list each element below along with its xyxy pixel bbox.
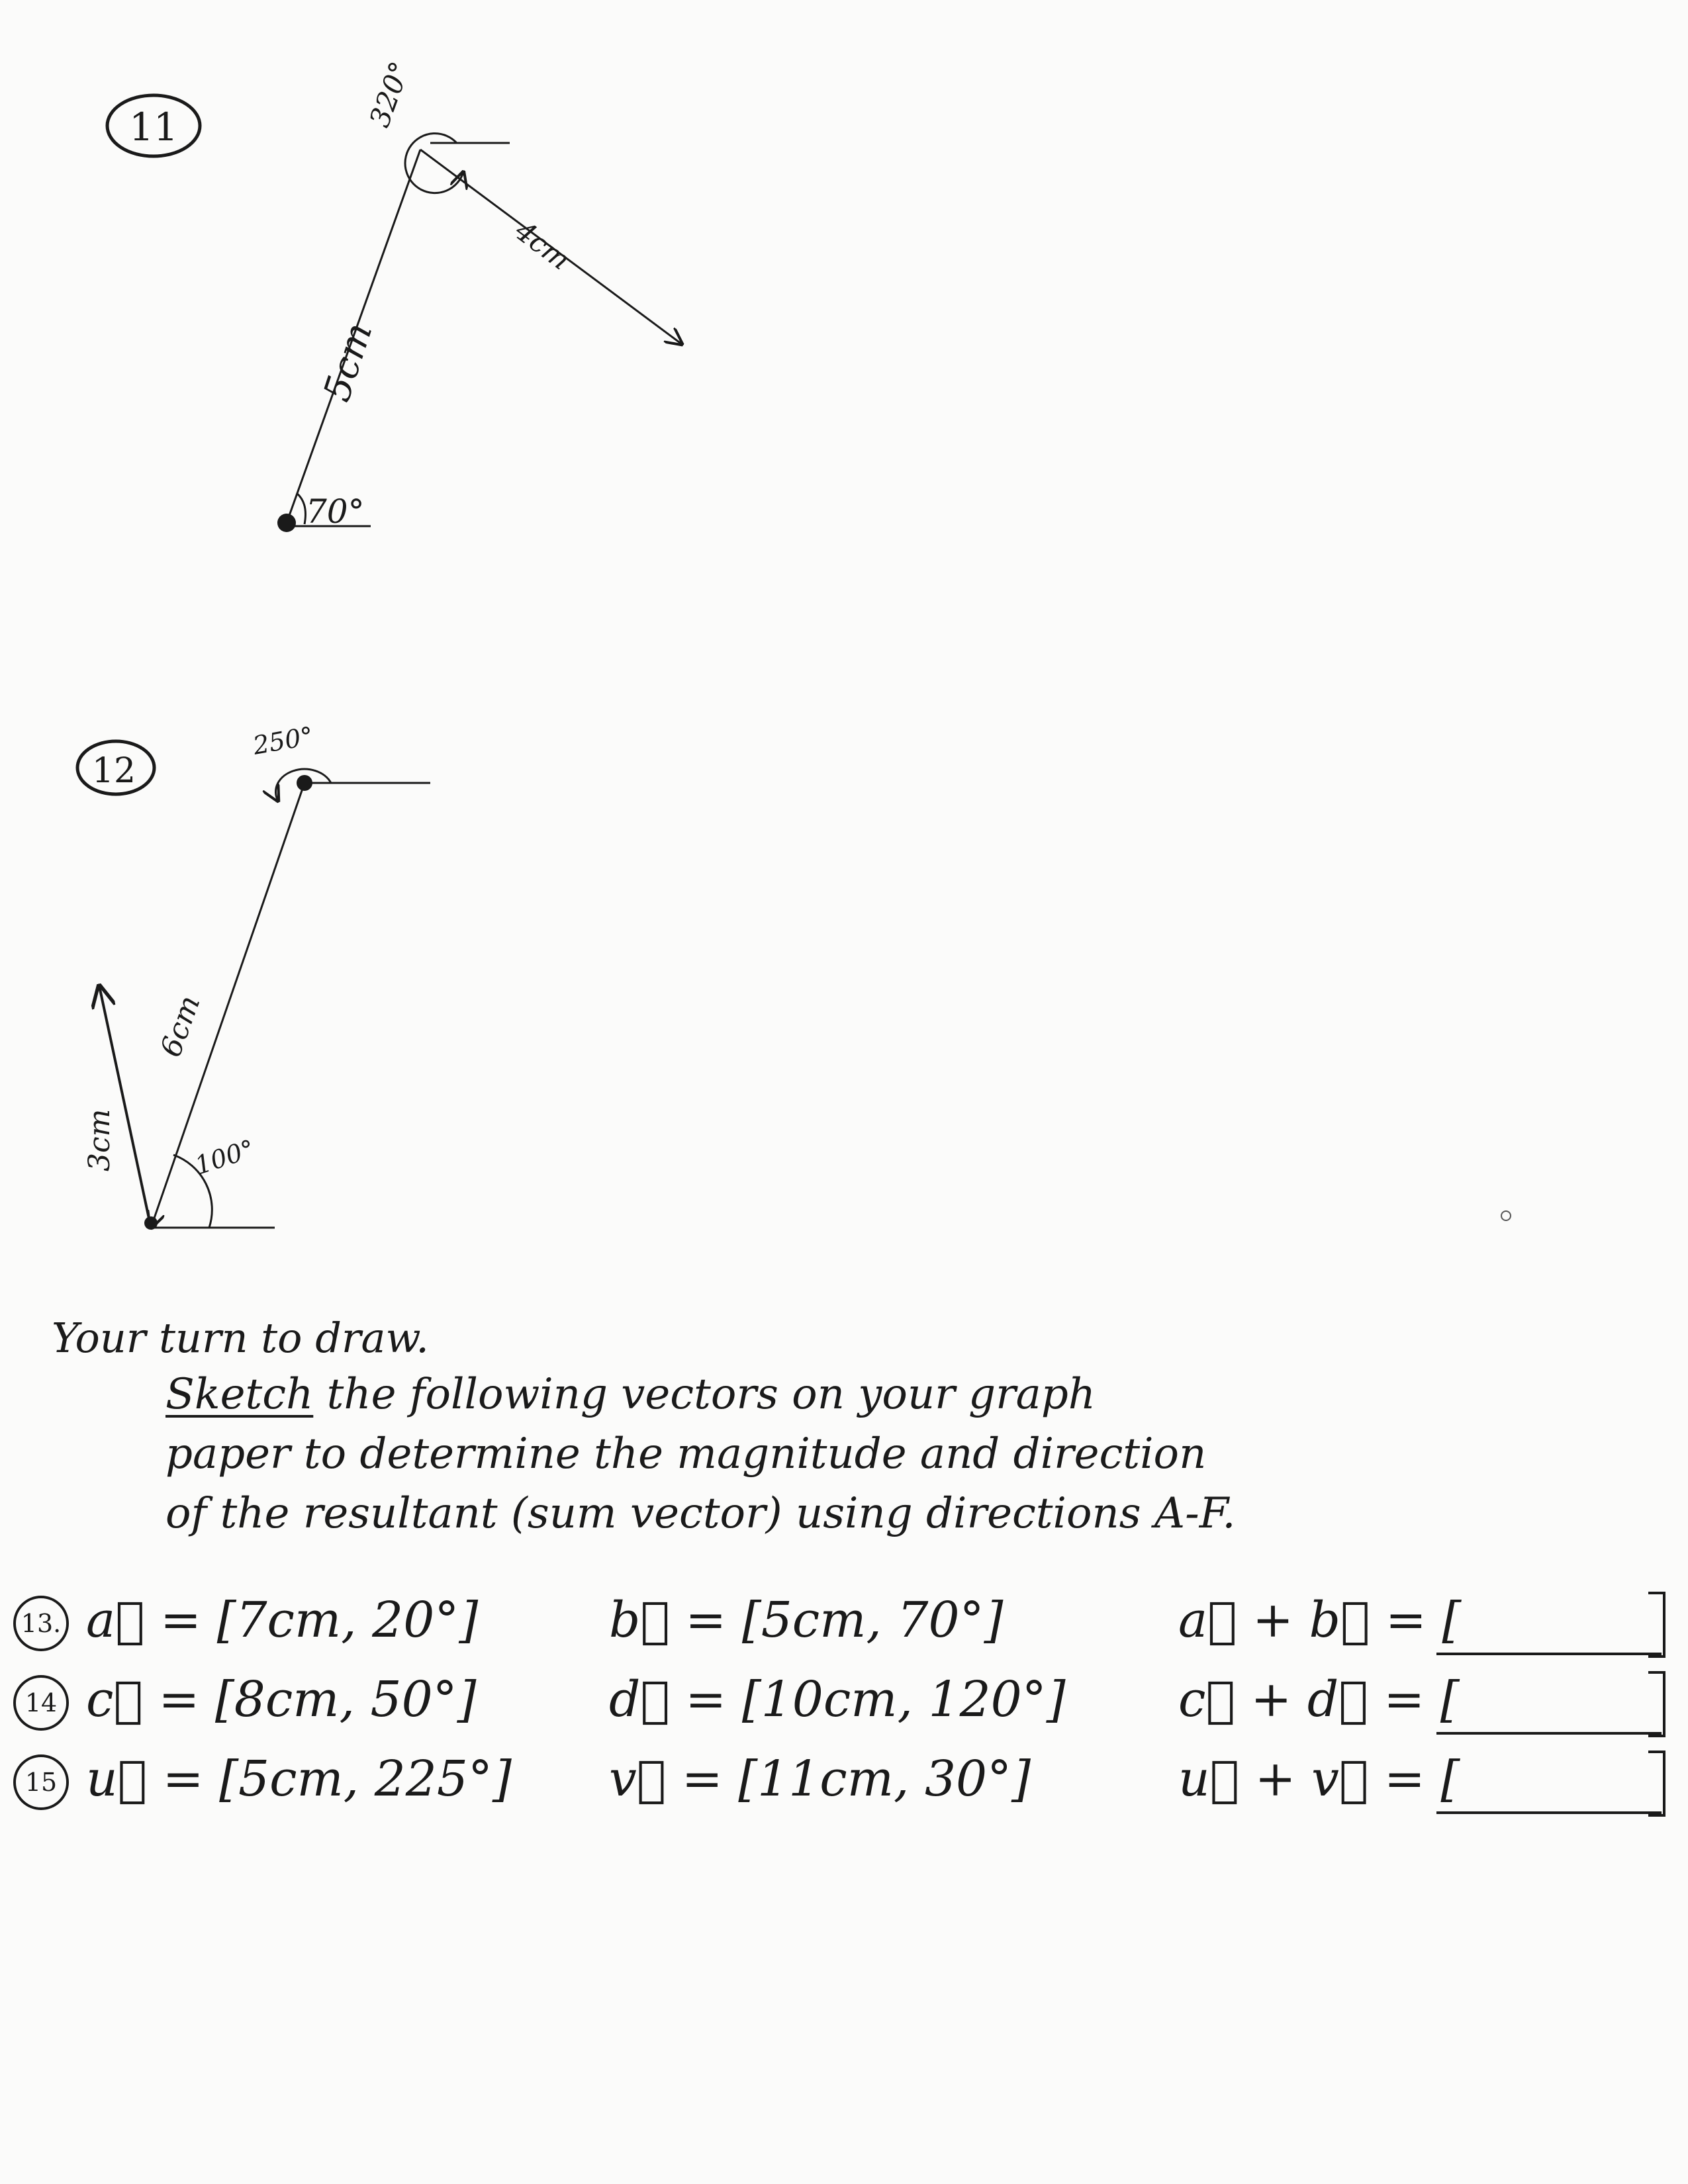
vector-d: d⃗ = [10cm, 120°] xyxy=(609,1671,1066,1728)
problem-13-number: 13. xyxy=(13,1596,69,1651)
vector-a: a⃗ = [7cm, 20°] xyxy=(86,1592,479,1649)
vector-b: b⃗ = [5cm, 70°] xyxy=(609,1592,1004,1649)
problem-12-number: 12 xyxy=(91,751,136,791)
vector-3cm xyxy=(99,986,151,1228)
label-6cm: 6cm xyxy=(154,991,207,1062)
angle-250-label: 250° xyxy=(250,721,316,760)
answer-blank-14[interactable] xyxy=(1436,1672,1662,1735)
problem-13 xyxy=(13,1592,1675,1664)
angle-arc-70 xyxy=(297,493,306,524)
sum-c-d-label: c⃗ + d⃗ = [ xyxy=(1178,1671,1460,1728)
label-4cm: 4cm xyxy=(508,214,577,277)
instruction-line-2-rest: the following vectors on your graph xyxy=(313,1370,1096,1419)
answer-bracket-13 xyxy=(1648,1592,1665,1658)
problem-14 xyxy=(13,1671,1675,1744)
vector-c: c⃗ = [8cm, 50°] xyxy=(86,1671,477,1728)
origin-dot xyxy=(277,514,296,532)
problem-11-number: 11 xyxy=(129,105,178,150)
problem-14-number: 14 xyxy=(13,1675,69,1731)
instruction-line-4: of the resultant (sum vector) using directions A-F. xyxy=(165,1489,1236,1538)
label-3cm: 3cm xyxy=(83,1109,117,1171)
vector-v: v⃗ = [11cm, 30°] xyxy=(609,1751,1031,1807)
answer-blank-13[interactable] xyxy=(1436,1593,1662,1655)
instruction-line-2 xyxy=(165,1370,1096,1419)
answer-blank-15[interactable] xyxy=(1436,1752,1662,1814)
label-5cm: 5cm xyxy=(315,318,381,407)
vector-u: u⃗ = [5cm, 225°] xyxy=(86,1751,512,1807)
angle-70-label: 70° xyxy=(306,492,365,531)
diagram-11 xyxy=(107,58,682,532)
sketch-word: Sketch xyxy=(165,1370,314,1419)
problem-15-number: 15 xyxy=(13,1754,69,1810)
answer-bracket-14 xyxy=(1648,1671,1665,1737)
sum-a-b-label: a⃗ + b⃗ = [ xyxy=(1178,1592,1462,1649)
stray-mark xyxy=(1501,1211,1511,1220)
angle-100-label: 100° xyxy=(191,1134,258,1181)
diagram-12 xyxy=(77,721,430,1230)
instruction-line-3: paper to determine the magnitude and direction xyxy=(165,1430,1207,1479)
angle-320-label: 320° xyxy=(363,57,416,132)
instruction-line-1: Your turn to draw. xyxy=(52,1314,429,1362)
sum-u-v-label: u⃗ + v⃗ = [ xyxy=(1178,1751,1460,1807)
problem-15 xyxy=(13,1751,1675,1823)
end-dot xyxy=(144,1216,158,1230)
answer-bracket-15 xyxy=(1648,1751,1665,1817)
